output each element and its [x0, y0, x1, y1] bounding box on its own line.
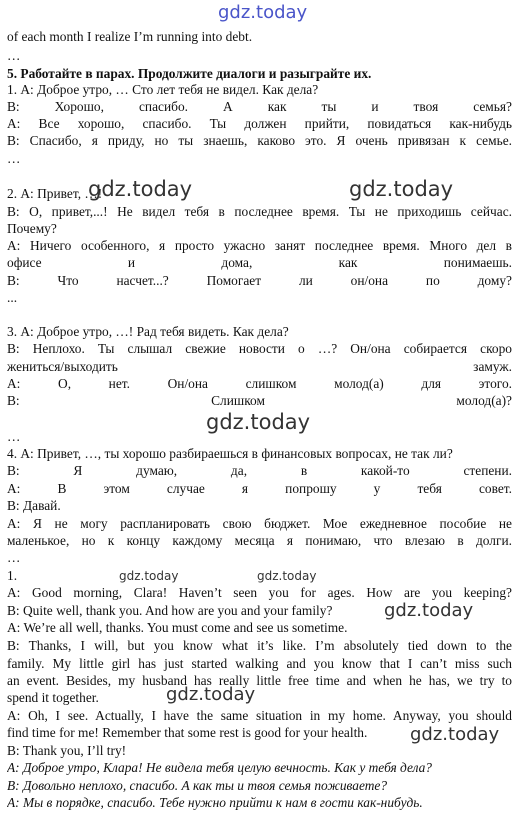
text-line: ... [7, 290, 18, 305]
text-line: B: Quite well, thank you. And how are you and your family? [7, 603, 333, 618]
text-line: А: Ничего особенного, я просто ужасно занят последнее время. Много дел в [7, 238, 512, 253]
text-line: В: Я думаю, да, в какой-то степени. [7, 463, 512, 478]
text-line: А: Все хорошо, спасибо. Ты должен прийти, повидаться как-нибудь [7, 116, 512, 131]
text-line: find time for me! Remember that some rest is good for your health. [7, 725, 368, 740]
text-line: … [7, 151, 21, 166]
watermark: gdz.today [257, 569, 317, 583]
text-line: В: Хорошо, спасибо. А как ты и твоя семья? [7, 99, 512, 114]
text-line: Почему? [7, 221, 57, 236]
text-line: А: Я не могу распланировать свою бюджет. Мое ежедневное пособие не [7, 516, 512, 531]
watermark: gdz.today [206, 410, 311, 434]
text-line: A: Oh, I see. Actually, I have the same situation in my home. Anyway, you should [7, 708, 512, 723]
text-line: В: Что насчет...? Помогает ли он/она по дому? [7, 273, 512, 288]
text-line: В: Давай. [7, 498, 61, 513]
text-line: B: Thank you, I’ll try! [7, 743, 127, 758]
text-line: 2. А: Привет, …! [7, 186, 103, 201]
text-line: 4. А: Привет, …, ты хорошо разбираешься в финансовых вопросах, не так ли? [7, 446, 453, 461]
translation-line: А: Мы в порядке, спасибо. Тебе нужно прийти к нам в гости как-нибудь. [7, 795, 423, 810]
text-line: В: О, привет,...! Не видел тебя в последнее время. Ты не приходишь сейчас. [7, 204, 512, 219]
text-line: офисе и дома, как понимаешь. [7, 255, 512, 270]
text-line: 3. А: Доброе утро, …! Рад тебя видеть. Как дела? [7, 324, 289, 339]
watermark-logo-top: gdz.today [218, 2, 308, 23]
text-line: В: Неплохо. Ты слышал свежие новости о …? Он/она собирается скоро [7, 341, 512, 356]
text-line: маленькое, но к концу каждому месяца я понимаю, что влезаю в долги. [7, 533, 512, 548]
text-line: А: В этом случае я попрошу у тебя совет. [7, 481, 512, 496]
watermark: gdz.today [349, 177, 454, 201]
translation-line: А: Доброе утро, Клара! Не видела тебя целую вечность. Как у тебя дела? [7, 760, 432, 775]
text-line: B: Thanks, I will, but you know what it’s like. I’m absolutely tied down to the [7, 638, 512, 653]
text-line: жениться/выходить замуж. [7, 359, 512, 374]
watermark: gdz.today [119, 569, 179, 583]
watermark: gdz.today [88, 177, 193, 201]
exercise-heading: 5. Работайте в парах. Продолжите диалоги и разыграйте их. [7, 66, 372, 81]
text-line: В: Слишком молод(а)? [7, 393, 512, 408]
text-line: an event. Besides, my husband has really little free time and when he has, we try to [7, 673, 512, 688]
text-line: of each month I realize I’m running into debt. [7, 29, 253, 44]
text-line: В: Спасибо, я приду, но ты знаешь, каково это. Я очень привязан к семье. [7, 133, 512, 148]
text-line: А: О, нет. Он/она слишком молод(а) для этого. [7, 376, 512, 391]
text-line: A: We’re all well, thanks. You must come and see us sometime. [7, 620, 348, 635]
text-line: 1. [7, 568, 18, 583]
watermark: gdz.today [410, 724, 500, 745]
translation-line: В: Довольно неплохо, спасибо. А как ты и твоя семья поживаете? [7, 778, 388, 793]
watermark: gdz.today [166, 684, 256, 705]
text-line: … [7, 550, 21, 565]
text-line: … [7, 429, 21, 444]
text-line: A: Good morning, Clara! Haven’t seen you for ages. How are you keeping? [7, 585, 512, 600]
document-page [7, 0, 512, 816]
watermark: gdz.today [384, 600, 474, 621]
text-line: family. My little girl has just started walking and you know that I can’t miss such [7, 656, 512, 671]
text-line: spend it together. [7, 690, 99, 705]
text-line: 1. А: Доброе утро, … Сто лет тебя не видел. Как дела? [7, 82, 319, 97]
text-line: … [7, 48, 21, 63]
